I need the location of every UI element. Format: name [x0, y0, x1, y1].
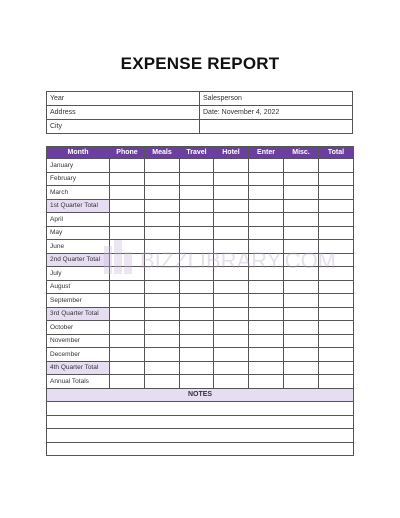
quarter-total-row: [47, 361, 354, 375]
expense-cell[interactable]: [110, 375, 145, 389]
expense-cell[interactable]: [249, 294, 284, 308]
salesperson-field[interactable]: Salesperson: [200, 92, 353, 106]
row-label: January: [47, 159, 110, 173]
expense-cell[interactable]: [214, 321, 249, 335]
column-header: Misc.: [284, 147, 319, 159]
expense-cell[interactable]: [145, 213, 180, 227]
expense-cell[interactable]: [249, 159, 284, 173]
expense-cell[interactable]: [284, 199, 319, 213]
row-label: 3rd Quarter Total: [47, 307, 110, 321]
expense-cell[interactable]: [110, 267, 145, 281]
expense-cell[interactable]: [284, 280, 319, 294]
expense-cell[interactable]: [249, 375, 284, 389]
expense-cell[interactable]: [145, 361, 180, 375]
notes-line-row: [47, 429, 354, 443]
expense-cell[interactable]: [214, 159, 249, 173]
expense-cell[interactable]: [319, 240, 354, 254]
quarter-total-row: [47, 199, 354, 213]
row-label: March: [47, 186, 110, 200]
month-row: [47, 186, 354, 200]
expense-cell[interactable]: [284, 267, 319, 281]
watermark-text: BIZZLIBRARY.COM: [140, 248, 337, 273]
expense-cell[interactable]: [110, 226, 145, 240]
expense-cell[interactable]: [319, 226, 354, 240]
expense-cell[interactable]: [284, 186, 319, 200]
expense-cell[interactable]: [249, 321, 284, 335]
expense-cell[interactable]: [180, 334, 214, 348]
expense-cell[interactable]: [319, 186, 354, 200]
expense-cell[interactable]: [249, 213, 284, 227]
month-row: [47, 334, 354, 348]
expense-cell[interactable]: [180, 199, 214, 213]
expense-cell[interactable]: [110, 334, 145, 348]
expense-cell[interactable]: [180, 213, 214, 227]
expense-cell[interactable]: [249, 186, 284, 200]
expense-cell[interactable]: [284, 226, 319, 240]
month-row: [47, 348, 354, 362]
expense-cell[interactable]: [110, 253, 145, 267]
expense-cell[interactable]: [110, 348, 145, 362]
expense-cell[interactable]: [180, 240, 214, 254]
expense-cell[interactable]: [249, 334, 284, 348]
expense-cell[interactable]: [180, 321, 214, 335]
expense-cell[interactable]: [110, 294, 145, 308]
expense-cell[interactable]: [249, 172, 284, 186]
expense-cell[interactable]: [319, 321, 354, 335]
expense-cell[interactable]: [180, 294, 214, 308]
row-label: May: [47, 226, 110, 240]
blank-field[interactable]: [200, 120, 353, 134]
expense-cell[interactable]: [145, 348, 180, 362]
notes-line[interactable]: [47, 415, 354, 429]
expense-cell[interactable]: [110, 213, 145, 227]
expense-cell[interactable]: [284, 172, 319, 186]
month-row: [47, 159, 354, 173]
expense-cell[interactable]: [145, 159, 180, 173]
expense-cell[interactable]: [284, 361, 319, 375]
expense-cell[interactable]: [319, 307, 354, 321]
expense-cell[interactable]: [319, 253, 354, 267]
row-label: Annual Totals: [47, 375, 110, 389]
expense-cell[interactable]: [145, 307, 180, 321]
expense-cell[interactable]: [284, 334, 319, 348]
expense-cell[interactable]: [249, 226, 284, 240]
expense-cell[interactable]: [214, 226, 249, 240]
expense-cell[interactable]: [319, 280, 354, 294]
column-header: Travel: [180, 147, 214, 159]
expense-cell[interactable]: [180, 375, 214, 389]
expense-table: [46, 146, 354, 456]
notes-line-row: [47, 402, 354, 416]
expense-cell[interactable]: [319, 334, 354, 348]
expense-cell[interactable]: [145, 199, 180, 213]
row-label: December: [47, 348, 110, 362]
row-label: September: [47, 294, 110, 308]
row-label: August: [47, 280, 110, 294]
expense-cell[interactable]: [249, 253, 284, 267]
expense-cell[interactable]: [214, 240, 249, 254]
expense-cell[interactable]: [319, 213, 354, 227]
expense-cell[interactable]: [145, 172, 180, 186]
expense-cell[interactable]: [319, 361, 354, 375]
expense-cell[interactable]: [319, 172, 354, 186]
expense-cell[interactable]: [180, 307, 214, 321]
expense-cell[interactable]: [180, 226, 214, 240]
expense-cell[interactable]: [249, 280, 284, 294]
month-row: [47, 226, 354, 240]
month-row: [47, 240, 354, 254]
expense-cell[interactable]: [145, 253, 180, 267]
notes-line[interactable]: [47, 442, 354, 456]
expense-cell[interactable]: [110, 240, 145, 254]
expense-cell[interactable]: [249, 348, 284, 362]
expense-cell[interactable]: [110, 361, 145, 375]
row-label: February: [47, 172, 110, 186]
expense-cell[interactable]: [214, 186, 249, 200]
expense-cell[interactable]: [110, 307, 145, 321]
expense-cell[interactable]: [214, 375, 249, 389]
column-header: Enter: [249, 147, 284, 159]
column-header: Meals: [145, 147, 180, 159]
expense-cell[interactable]: [214, 334, 249, 348]
expense-cell[interactable]: [214, 307, 249, 321]
year-field[interactable]: Year: [47, 92, 200, 106]
expense-cell[interactable]: [319, 375, 354, 389]
expense-cell[interactable]: [214, 280, 249, 294]
table-header-row: [47, 147, 354, 159]
quarter-total-row: [47, 253, 354, 267]
expense-cell[interactable]: [145, 321, 180, 335]
row-label: 2nd Quarter Total: [47, 253, 110, 267]
expense-cell[interactable]: [214, 294, 249, 308]
notes-line-row: [47, 442, 354, 456]
month-row: [47, 267, 354, 281]
expense-cell[interactable]: [145, 334, 180, 348]
expense-cell[interactable]: [145, 186, 180, 200]
expense-cell[interactable]: [319, 294, 354, 308]
expense-cell[interactable]: [214, 361, 249, 375]
expense-cell[interactable]: [319, 199, 354, 213]
column-header: Hotel: [214, 147, 249, 159]
expense-cell[interactable]: [145, 226, 180, 240]
expense-cell[interactable]: [319, 159, 354, 173]
row-label: April: [47, 213, 110, 227]
month-row: [47, 213, 354, 227]
expense-cell[interactable]: [180, 186, 214, 200]
row-label: June: [47, 240, 110, 254]
expense-cell[interactable]: [319, 348, 354, 362]
expense-cell[interactable]: [284, 159, 319, 173]
expense-cell[interactable]: [284, 240, 319, 254]
report-info-table: [46, 91, 353, 134]
month-row: [47, 375, 354, 389]
expense-cell[interactable]: [110, 159, 145, 173]
expense-cell[interactable]: [249, 307, 284, 321]
expense-cell[interactable]: [284, 321, 319, 335]
page-title: EXPENSE REPORT: [120, 54, 280, 73]
row-label: 4th Quarter Total: [47, 361, 110, 375]
quarter-total-row: [47, 307, 354, 321]
expense-cell[interactable]: [284, 307, 319, 321]
expense-cell[interactable]: [180, 159, 214, 173]
column-header: Total: [319, 147, 354, 159]
expense-cell[interactable]: [180, 267, 214, 281]
expense-cell[interactable]: [284, 375, 319, 389]
expense-cell[interactable]: [214, 253, 249, 267]
row-label: July: [47, 267, 110, 281]
row-label: November: [47, 334, 110, 348]
notes-line-row: [47, 415, 354, 429]
column-header: Phone: [110, 147, 145, 159]
expense-cell[interactable]: [145, 267, 180, 281]
month-row: [47, 294, 354, 308]
city-field[interactable]: City: [47, 120, 200, 134]
month-row: [47, 172, 354, 186]
expense-cell[interactable]: [145, 240, 180, 254]
expense-cell[interactable]: [249, 199, 284, 213]
expense-cell[interactable]: [145, 294, 180, 308]
expense-cell[interactable]: [284, 253, 319, 267]
expense-cell[interactable]: [214, 348, 249, 362]
expense-cell[interactable]: [284, 213, 319, 227]
expense-cell[interactable]: [110, 172, 145, 186]
notes-header-row: [47, 388, 354, 402]
row-label: October: [47, 321, 110, 335]
expense-cell[interactable]: [145, 375, 180, 389]
notes-label: NOTES: [47, 388, 354, 402]
expense-cell[interactable]: [319, 267, 354, 281]
expense-cell[interactable]: [110, 199, 145, 213]
expense-cell[interactable]: [214, 213, 249, 227]
expense-cell[interactable]: [145, 280, 180, 294]
expense-cell[interactable]: [249, 240, 284, 254]
expense-cell[interactable]: [110, 280, 145, 294]
expense-cell[interactable]: [110, 186, 145, 200]
expense-cell[interactable]: [180, 172, 214, 186]
column-header: Month: [47, 147, 110, 159]
expense-cell[interactable]: [180, 280, 214, 294]
expense-cell[interactable]: [180, 348, 214, 362]
expense-cell[interactable]: [214, 199, 249, 213]
expense-cell[interactable]: [284, 348, 319, 362]
expense-cell[interactable]: [284, 294, 319, 308]
expense-cell[interactable]: [214, 267, 249, 281]
expense-cell[interactable]: [214, 172, 249, 186]
month-row: [47, 280, 354, 294]
expense-cell[interactable]: [249, 361, 284, 375]
expense-cell[interactable]: [180, 253, 214, 267]
row-label: 1st Quarter Total: [47, 199, 110, 213]
expense-cell[interactable]: [110, 321, 145, 335]
expense-cell[interactable]: [249, 267, 284, 281]
address-field[interactable]: Address: [47, 106, 200, 120]
date-field[interactable]: Date: November 4, 2022: [200, 106, 353, 120]
expense-cell[interactable]: [180, 361, 214, 375]
notes-line[interactable]: [47, 402, 354, 416]
month-row: [47, 321, 354, 335]
notes-line[interactable]: [47, 429, 354, 443]
